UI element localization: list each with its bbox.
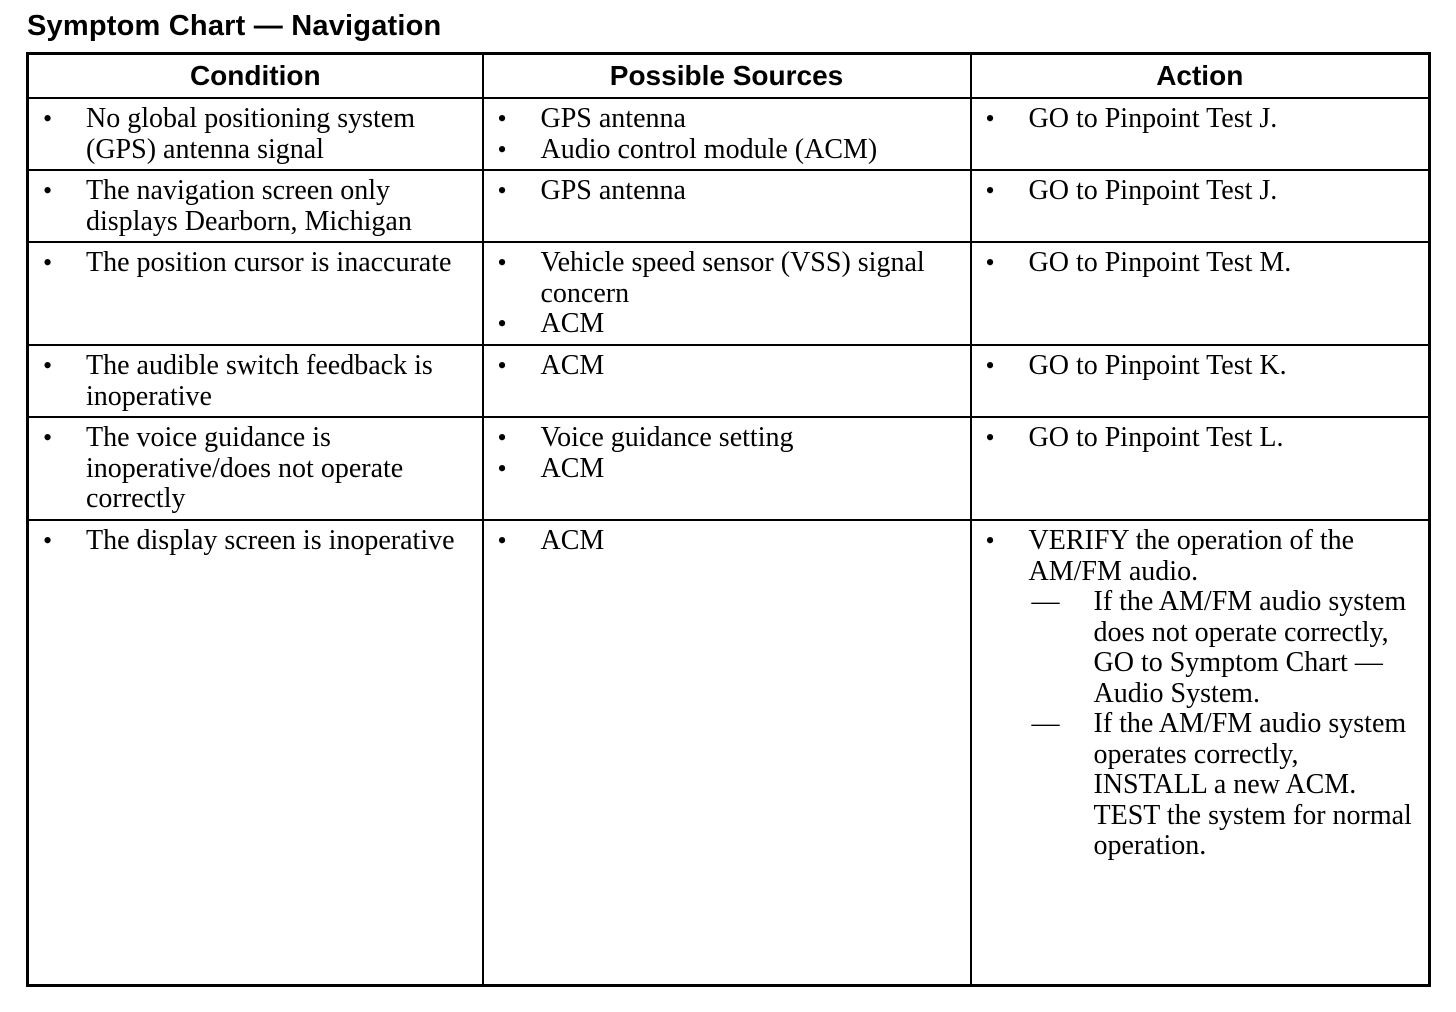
condition-item: • No global positioning system (GPS) antenna signal — [41, 104, 470, 165]
action-cell — [971, 345, 1430, 417]
condition-item: • The audible switch feedback is inoperative — [41, 351, 470, 412]
action-item: • GO to Pinpoint Test M. — [984, 248, 1417, 279]
action-item: • GO to Pinpoint Test J. — [984, 176, 1417, 207]
source-item: • ACM — [496, 309, 958, 340]
column-header-action: Action — [971, 54, 1430, 99]
condition-cell — [28, 345, 483, 417]
sub-action-item: — If the AM/FM audio system operates correctly, INSTALL a new ACM. TEST the system for normal operation. — [1029, 709, 1417, 862]
source-item: • GPS antenna — [496, 104, 958, 135]
condition-item: • The navigation screen only displays Dearborn, Michigan — [41, 176, 470, 237]
action-item: • GO to Pinpoint Test L. — [984, 423, 1417, 454]
condition-item: • The position cursor is inaccurate — [41, 248, 470, 279]
table-row — [28, 170, 1430, 242]
sub-action-item: — If the AM/FM audio system does not operate correctly, GO to Symptom Chart — Audio System. — [1029, 587, 1417, 709]
action-cell — [971, 242, 1430, 345]
action-item: • GO to Pinpoint Test J. — [984, 104, 1417, 135]
condition-cell — [28, 520, 483, 986]
table-row — [28, 98, 1430, 170]
condition-item: • The voice guidance is inoperative/does not operate correctly — [41, 423, 470, 515]
action-item: • GO to Pinpoint Test K. — [984, 351, 1417, 382]
condition-cell — [28, 170, 483, 242]
condition-cell — [28, 417, 483, 520]
table-row — [28, 520, 1430, 986]
sources-cell — [483, 170, 971, 242]
action-cell — [971, 170, 1430, 242]
source-item: • ACM — [496, 351, 958, 382]
action-text: VERIFY the operation of the AM/FM audio. — [1028, 525, 1355, 587]
source-item: • GPS antenna — [496, 176, 958, 207]
table-row — [28, 345, 1430, 417]
condition-cell — [28, 98, 483, 170]
table-row — [28, 242, 1430, 345]
source-item: • ACM — [496, 454, 958, 485]
action-cell — [971, 417, 1430, 520]
source-item: • ACM — [496, 526, 958, 557]
sources-cell — [483, 98, 971, 170]
condition-item: • The display screen is inoperative — [41, 526, 470, 557]
sources-cell — [483, 417, 971, 520]
column-header-possible-sources: Possible Sources — [483, 54, 971, 99]
header-row — [28, 54, 1430, 99]
action-cell — [971, 98, 1430, 170]
table-row — [28, 417, 1430, 520]
action-item — [984, 526, 1417, 862]
symptom-chart-table — [26, 52, 1431, 987]
action-cell — [971, 520, 1430, 986]
page-title: Symptom Chart — Navigation — [27, 10, 442, 42]
source-item: • Vehicle speed sensor (VSS) signal concern — [496, 248, 958, 309]
source-item: • Voice guidance setting — [496, 423, 958, 454]
sources-cell — [483, 345, 971, 417]
sources-cell — [483, 242, 971, 345]
condition-cell — [28, 242, 483, 345]
column-header-condition: Condition — [28, 54, 483, 99]
source-item: • Audio control module (ACM) — [496, 135, 958, 166]
sources-cell — [483, 520, 971, 986]
